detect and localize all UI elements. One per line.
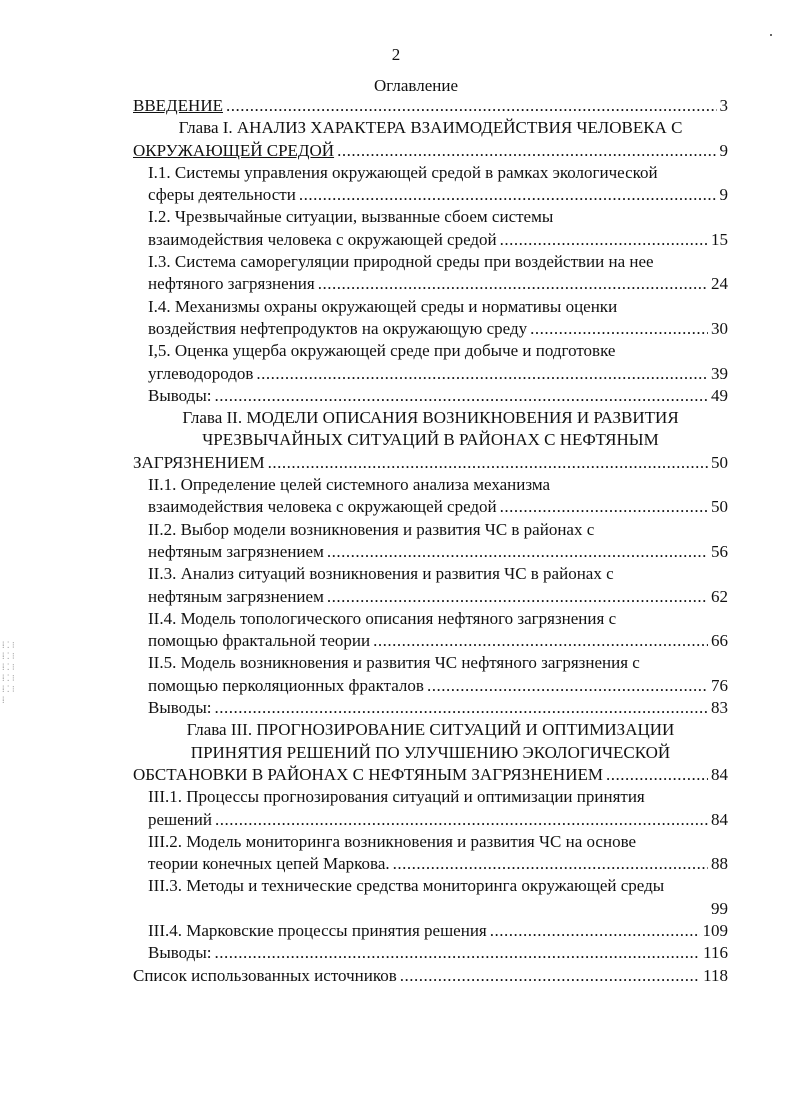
toc-page-number: 109 [702, 920, 728, 940]
table-of-contents [133, 95, 728, 987]
toc-entry-title: II.1. Определение целей системного анализа механизма [148, 475, 551, 495]
toc-entry-title: Глава III. ПРОГНОЗИРОВАНИЕ СИТУАЦИЙ И ОПТИМИЗАЦИИ [186, 720, 675, 740]
toc-entry-page-line [148, 898, 728, 920]
toc-entry-section-3-4[interactable] [133, 920, 728, 942]
toc-entry-title: II.2. Выбор модели возникновения и развития ЧС в районах с [148, 519, 595, 539]
dot-leader [500, 496, 708, 518]
toc-entry-section-1-2[interactable] [133, 206, 728, 251]
dot-leader [327, 586, 708, 608]
toc-entry-title: II.4. Модель топологического описания нефтяного загрязнения с [148, 608, 617, 628]
toc-entry-title-end: ОКРУЖАЮЩЕЙ СРЕДОЙ [133, 140, 335, 160]
toc-entry-title-end: помощью перколяционных фракталов [148, 675, 424, 695]
toc-page-number: 99 [711, 898, 728, 918]
dot-leader [256, 363, 708, 385]
toc-page-number: 50 [711, 497, 728, 517]
dot-leader [214, 942, 700, 964]
toc-entry-title: I.4. Механизмы охраны окружающей среды и нормативы оценки [148, 296, 618, 316]
toc-entry-title-end: нефтяного загрязнения [148, 274, 315, 294]
toc-entry-references[interactable] [133, 965, 728, 987]
toc-entry-title: II.5. Модель возникновения и развития ЧС нефтяного загрязнения с [148, 653, 640, 673]
dot-leader [318, 273, 708, 295]
toc-entry-section-2-2[interactable] [133, 519, 728, 564]
toc-entry-title: III.1. Процессы прогнозирования ситуаций и оптимизации принятия [148, 787, 645, 807]
toc-entry-title: III.3. Методы и технические средства мониторинга окружающей среды [148, 876, 665, 896]
toc-page-number: 3 [719, 96, 728, 115]
toc-page-number: 84 [711, 764, 728, 784]
toc-entry-section-1-5[interactable] [133, 340, 728, 385]
toc-entry-title-end: решений [148, 809, 212, 829]
toc-entry-section-3-3[interactable] [133, 875, 728, 920]
toc-entry-title: Выводы: [148, 698, 212, 718]
dot-leader [268, 452, 708, 474]
toc-entry-section-1-3[interactable] [133, 251, 728, 296]
dot-leader [226, 95, 717, 117]
toc-page-number: 24 [711, 274, 728, 294]
toc-entry-title: Глава I. АНАЛИЗ ХАРАКТЕРА ВЗАИМОДЕЙСТВИЯ ЧЕЛОВЕКА С [178, 118, 683, 138]
toc-entry-title: Выводы: [148, 943, 212, 963]
toc-page-number: 84 [711, 809, 728, 829]
toc-entry-introduction[interactable] [133, 95, 728, 117]
toc-entry-title-end: помощью фрактальной теории [148, 631, 371, 651]
toc-entry-title: III.2. Модель мониторинга возникновения и развития ЧС на основе [148, 831, 637, 851]
toc-page-number: 66 [711, 631, 728, 651]
toc-page-number: 49 [711, 385, 728, 405]
toc-entry-title: I.3. Система саморегуляции природной среды при воздействии на нее [148, 252, 654, 272]
toc-entry-section-3-1[interactable] [133, 786, 728, 831]
toc-entry-conclusions-2[interactable] [133, 697, 728, 719]
toc-entry-title: I,5. Оценка ущерба окружающей среде при добыче и подготовке [148, 341, 616, 361]
dot-leader [327, 541, 708, 563]
scan-margin-artifacts: ⁞ ⁚ ⁝ ⁞ ⁚ ⁝ ⁞ ⁚ ⁝ ⁞ ⁚ ⁝ ⁞ ⁚ ⁝ ⁞ [2, 640, 15, 705]
toc-page-number: 118 [703, 965, 728, 985]
toc-entry-title-end: взаимодействия человека с окружающей средой [148, 229, 497, 249]
toc-entry-title: II.3. Анализ ситуаций возникновения и развития ЧС в районах с [148, 564, 614, 584]
dot-leader [427, 675, 708, 697]
toc-page-number: 62 [711, 586, 728, 606]
toc-page-number: 15 [711, 229, 728, 249]
page-number: 2 [391, 45, 401, 64]
dot-leader [530, 318, 708, 340]
dot-leader [214, 697, 708, 719]
toc-page-number: 88 [711, 854, 728, 874]
dot-leader [490, 920, 700, 942]
toc-page-number: 9 [719, 185, 728, 205]
toc-page-number: 50 [711, 452, 728, 472]
toc-entry-chapter-3[interactable] [133, 719, 728, 786]
scan-dot [770, 34, 772, 36]
toc-entry-title-end: взаимодействия человека с окружающей средой [148, 497, 497, 517]
toc-entry-section-3-2[interactable] [133, 831, 728, 876]
toc-entry-section-2-1[interactable] [133, 474, 728, 519]
dot-leader [299, 184, 717, 206]
toc-entry-section-1-1[interactable] [133, 162, 728, 207]
toc-entry-section-2-3[interactable] [133, 563, 728, 608]
dot-leader [215, 809, 708, 831]
toc-entry-title-end: углеводородов [148, 363, 254, 383]
dot-leader [500, 229, 708, 251]
dot-leader [606, 764, 708, 786]
toc-entry-title: I.2. Чрезвычайные ситуации, вызванные сбоем системы [148, 207, 554, 227]
toc-page-number: 30 [711, 318, 728, 338]
toc-entry-title: Глава II. МОДЕЛИ ОПИСАНИЯ ВОЗНИКНОВЕНИЯ И РАЗВИТИЯ [182, 408, 679, 428]
toc-entry-section-1-4[interactable] [133, 296, 728, 341]
toc-entry-title: Список использованных источников [133, 965, 397, 985]
toc-entry-title: Выводы: [148, 385, 212, 405]
toc-title: Оглавление [374, 76, 458, 95]
toc-entry-title-end: нефтяным загрязнением [148, 586, 324, 606]
toc-page-number: 9 [719, 140, 728, 160]
toc-entry-title-end: воздействия нефтепродуктов на окружающую среду [148, 318, 528, 338]
toc-page-number: 83 [711, 698, 728, 718]
toc-entry-chapter-1[interactable] [133, 117, 728, 162]
toc-entry-chapter-2[interactable] [133, 407, 728, 474]
toc-entry-title-end: сферы деятельности [148, 185, 296, 205]
dot-leader [337, 140, 716, 162]
toc-entry-title-end: ОБСТАНОВКИ В РАЙОНАХ С НЕФТЯНЫМ ЗАГРЯЗНЕНИЕМ [133, 764, 603, 784]
toc-entry-title-cont: ПРИНЯТИЯ РЕШЕНИЙ ПО УЛУЧШЕНИЮ ЭКОЛОГИЧЕСКОЙ [190, 742, 671, 762]
toc-page-number: 116 [703, 943, 728, 963]
dot-leader [400, 965, 700, 987]
dot-leader [393, 853, 708, 875]
dot-leader [214, 385, 708, 407]
toc-entry-title: ВВЕДЕНИЕ [133, 96, 223, 115]
toc-entry-title: III.4. Марковские процессы принятия решения [148, 920, 487, 940]
toc-page-number: 56 [711, 541, 728, 561]
toc-entry-section-2-4[interactable] [133, 608, 728, 653]
toc-entry-title-end: ЗАГРЯЗНЕНИЕМ [133, 452, 265, 472]
toc-entry-conclusions-3[interactable] [133, 942, 728, 964]
toc-entry-title: I.1. Системы управления окружающей средой в рамках экологической [148, 162, 658, 182]
dot-leader [373, 630, 708, 652]
toc-entry-section-2-5[interactable] [133, 652, 728, 697]
toc-entry-title-end: нефтяным загрязнением [148, 541, 324, 561]
toc-entry-conclusions-1[interactable] [133, 385, 728, 407]
toc-entry-title-cont: ЧРЕЗВЫЧАЙНЫХ СИТУАЦИЙ В РАЙОНАХ С НЕФТЯНЫМ [202, 430, 659, 450]
toc-entry-title-end: теории конечных цепей Маркова. [148, 854, 390, 874]
toc-page-number: 39 [711, 363, 728, 383]
toc-page-number: 76 [711, 675, 728, 695]
